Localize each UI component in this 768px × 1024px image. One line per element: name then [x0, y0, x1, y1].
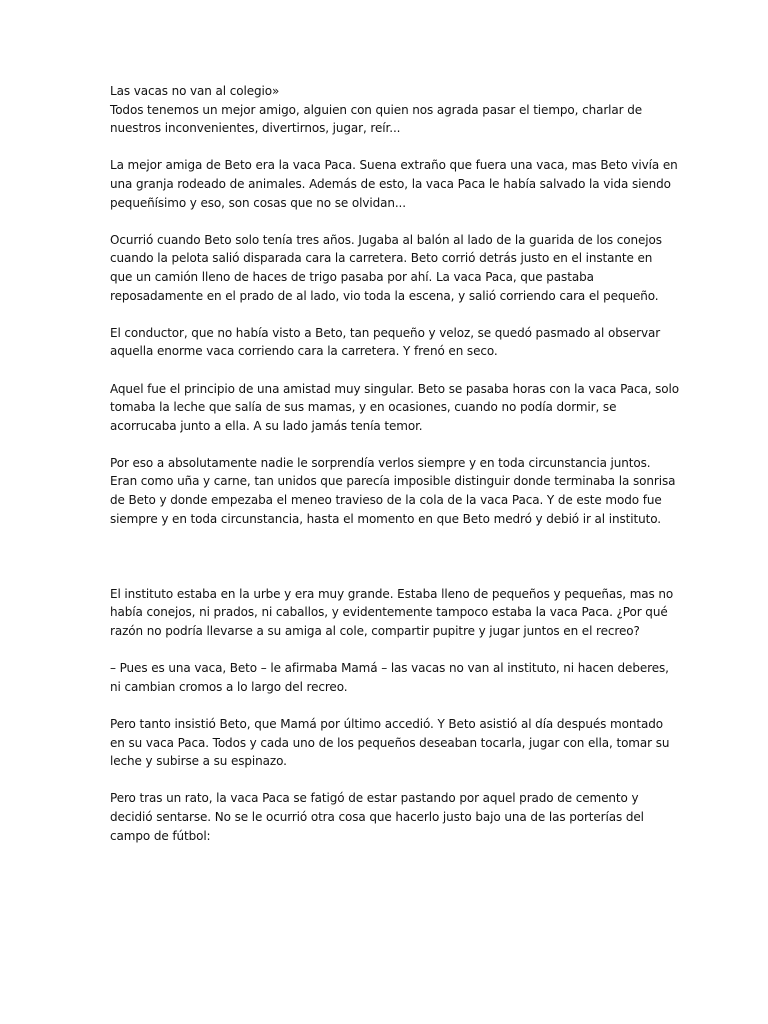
paragraph-line: nuestros inconvenientes, divertirnos, jugar, reír... — [110, 121, 401, 136]
paragraph — [110, 231, 670, 305]
paragraph — [110, 324, 670, 361]
paragraph-line: leche y subirse a su espinazo. — [110, 754, 287, 769]
paragraph-line: acorrucaba junto a ella. A su lado jamás tenía temor. — [110, 418, 423, 433]
paragraph-line: Ocurrió cuando Beto solo tenía tres años. Jugaba al balón al lado de la guarida de los conejos — [110, 232, 662, 247]
paragraph-line: pequeñísimo y eso, son cosas que no se olvidan... — [110, 195, 406, 210]
paragraph-line: que un camión lleno de haces de trigo pasaba por ahí. La vaca Paca, que pastaba — [110, 269, 594, 284]
paragraph-line: El instituto estaba en la urbe y era muy grande. Estaba lleno de pequeños y pequeñas, mas no — [110, 586, 674, 601]
paragraph-line: – Pues es una vaca, Beto – le afirmaba Mamá – las vacas no van al instituto, ni hacen deberes, — [110, 661, 669, 676]
paragraph-line: ni cambian cromos a lo largo del recreo. — [110, 679, 348, 694]
paragraph — [110, 659, 670, 696]
paragraph-line: cuando la pelota salió disparada cara la carretera. Beto corrió detrás justo en el instante en — [110, 251, 653, 266]
paragraph — [110, 789, 670, 845]
paragraph — [110, 454, 676, 528]
document-page — [110, 82, 679, 864]
paragraph — [110, 380, 679, 436]
paragraph-line: siempre y en toda circunstancia, hasta el momento en que Beto medró y debió ir al instituto. — [110, 511, 661, 526]
paragraph-line: reposadamente en el prado de al lado, vio toda la escena, y salió corriendo cara el pequeño. — [110, 288, 659, 303]
opening-paragraph — [110, 82, 670, 138]
paragraph-line: La mejor amiga de Beto era la vaca Paca. Suena extraño que fuera una vaca, mas Beto vivía en — [110, 158, 678, 173]
paragraph-line: en su vaca Paca. Todos y cada uno de los pequeños deseaban tocarla, jugar con ella, tomar su — [110, 735, 670, 750]
paragraph-line: campo de fútbol: — [110, 828, 211, 843]
paragraph-line: Pero tras un rato, la vaca Paca se fatigó de estar pastando por aquel prado de cemento y — [110, 791, 639, 806]
paragraph-line: El conductor, que no había visto a Beto, tan pequeño y veloz, se quedó pasmado al observar — [110, 325, 661, 340]
paragraph-line: decidió sentarse. No se le ocurrió otra cosa que hacerlo justo bajo una de las porterías del — [110, 809, 644, 824]
paragraph-line: había conejos, ni prados, ni caballos, y evidentemente tampoco estaba la vaca Paca. ¿Por qué — [110, 605, 668, 620]
paragraph — [110, 156, 678, 212]
paragraph-line: Eran como uña y carne, tan unidos que parecía imposible distinguir donde terminaba la sonrisa — [110, 474, 676, 489]
document-title: Las vacas no van al colegio» — [110, 84, 280, 98]
paragraph-line: una granja rodeado de animales. Además de esto, la vaca Paca le había salvado la vida siendo — [110, 176, 671, 191]
paragraph-line: de Beto y donde empezaba el meneo travieso de la cola de la vaca Paca. Y de este modo fue — [110, 493, 662, 508]
paragraph-line: Aquel fue el principio de una amistad muy singular. Beto se pasaba horas con la vaca Paca, solo — [110, 381, 679, 396]
paragraph-line: aquella enorme vaca corriendo cara la carretera. Y frenó en seco. — [110, 344, 498, 359]
paragraph-line: Todos tenemos un mejor amigo, alguien con quien nos agrada pasar el tiempo, charlar de — [110, 102, 643, 117]
paragraph — [110, 585, 674, 641]
paragraph-line: tomaba la leche que salía de sus mamas, y en ocasiones, cuando no podía dormir, se — [110, 400, 617, 415]
paragraph — [110, 715, 670, 771]
paragraph-line: Por eso a absolutamente nadie le sorprendía verlos siempre y en toda circunstancia juntos. — [110, 455, 651, 470]
paragraph-line: Pero tanto insistió Beto, que Mamá por último accedió. Y Beto asistió al día después montado — [110, 717, 663, 731]
section-spacer — [110, 547, 670, 585]
paragraph-line: razón no podría llevarse a su amiga al cole, compartir pupitre y jugar juntos en el recreo? — [110, 624, 640, 639]
